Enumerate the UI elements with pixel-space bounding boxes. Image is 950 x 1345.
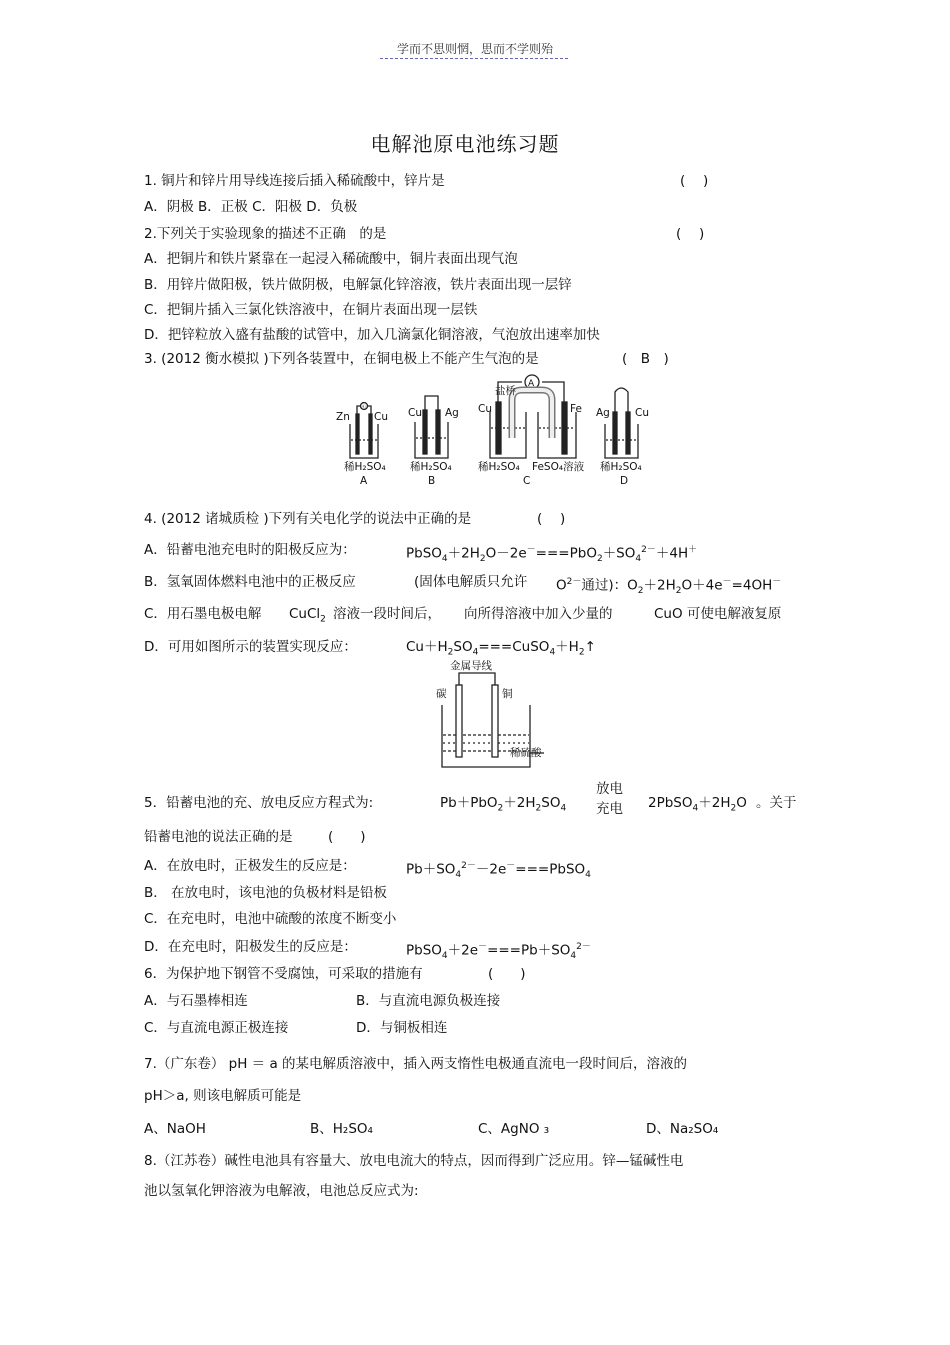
q5-option-d-equation: $PbSO_4+2e^-===Pb+SO_4^{2-}$	[406, 942, 591, 962]
q3-c-bridge: 盐桥	[495, 385, 516, 397]
q3-answer: ( B )	[622, 351, 669, 367]
q4-option-c-end: CuO 可使电解液复原	[654, 606, 782, 622]
q4-option-b-equation: $O^{2-}$通过)：$O_2+2H_2O+4e^-=4OH^-$	[556, 577, 782, 597]
q5-option-a-equation: $Pb+SO_4^{2-}-2e^-===PbSO_4$	[406, 861, 591, 881]
q6-option-a: A．与石墨棒相连	[144, 993, 248, 1009]
q4-apparatus-figure	[432, 655, 557, 773]
q3-c-right: Fe	[570, 403, 582, 415]
q3-c-solution-2: FeSO₄溶液	[532, 461, 585, 473]
q5-option-b: B． 在放电时，该电池的负极材料是铅板	[144, 885, 388, 901]
q3-c-meter: A	[528, 379, 535, 389]
q4-fig-right: 铜	[502, 688, 513, 700]
q8-stem: 8.（江苏卷）碱性电池具有容量大、放电电流大的特点，因而得到广泛应用。锌—锰碱性电	[144, 1153, 684, 1169]
q6-option-d: D．与铜板相连	[356, 1020, 448, 1036]
q4-option-d-equation: $Cu+H_2SO_4===CuSO_4+H_2↑$	[406, 639, 596, 658]
q5-stem: 5．铅蓄电池的充、放电反应方程式为:	[144, 795, 374, 811]
q4-fig-left: 碳	[436, 688, 447, 700]
q8-stem-2: 池以氢氧化钾溶液为电解液，电池总反应式为:	[144, 1183, 419, 1199]
q4-option-a-text: A．铅蓄电池充电时的阳极反应为：	[144, 542, 356, 558]
q7-option-d: D、Na₂SO₄	[646, 1121, 719, 1137]
q2-stem: 2.下列关于实验现象的描述不正确 的是	[144, 226, 387, 242]
q5-discharge-label: 放电	[596, 781, 623, 797]
q3-d-right: Cu	[635, 407, 649, 419]
q3-a-right: Cu	[374, 411, 388, 423]
q7-stem: 7.（广东卷） pH ＝ a 的某电解质溶液中，插入两支惰性电极通直流电一段时间后，溶液的	[144, 1056, 688, 1072]
q4-option-a-equation: $PbSO_4+2H_2O-2e^-===PbO_2+SO_4^{2-}+4H^+$	[406, 545, 698, 565]
q7-option-c: C、AgNO ₃	[478, 1121, 550, 1137]
q3-d-solution: 稀H₂SO₄	[600, 461, 642, 473]
q3-c-left: Cu	[478, 403, 492, 415]
q4-fig-solution: 稀硫酸	[510, 747, 542, 759]
q2-option-d: D．把锌粒放入盛有盐酸的试管中，加入几滴氯化铜溶液，气泡放出速率加快	[144, 327, 600, 343]
q3-c-tag: C	[523, 475, 531, 487]
q4-option-c-mid: 溶液一段时间后，	[333, 606, 441, 622]
q3-a-left: Zn	[336, 411, 350, 423]
q2-option-a: A．把铜片和铁片紧靠在一起浸入稀硫酸中，铜片表面出现气泡	[144, 251, 518, 267]
q6-stem: 6．为保护地下钢管不受腐蚀，可采取的措施有	[144, 966, 423, 982]
q3-stem: 3. (2012 衡水模拟 )下列各装置中，在铜电极上不能产生气泡的是	[144, 351, 539, 367]
q2-option-c: C．把铜片插入三氯化铁溶液中，在铜片表面出现一层铁	[144, 302, 478, 318]
q4-option-c-formula: CuCl$_2$	[289, 606, 326, 625]
q6-option-b: B．与直流电源负极连接	[356, 993, 501, 1009]
q5-option-c: C．在充电时，电池中硫酸的浓度不断变小	[144, 911, 397, 927]
q2-option-b: B．用锌片做阳极，铁片做阴极，电解氯化锌溶液，铁片表面出现一层锌	[144, 277, 572, 293]
q3-b-right: Ag	[445, 407, 459, 419]
q5-option-a-text: A．在放电时，正极发生的反应是：	[144, 858, 356, 874]
q3-c-solution-1: 稀H₂SO₄	[478, 461, 520, 473]
q4-option-c-mid2: 向所得溶液中加入少量的	[464, 606, 613, 622]
q1-answer-paren: ( )	[680, 173, 709, 189]
q5-option-d-text: D．在充电时，阳极发生的反应是：	[144, 939, 357, 955]
q6-option-c: C．与直流电源正极连接	[144, 1020, 289, 1036]
q3-b-solution: 稀H₂SO₄	[410, 461, 452, 473]
q3-a-tag: A	[360, 475, 368, 487]
q6-answer-paren: ( )	[488, 966, 526, 982]
q3-a-meter: Ⓐ	[360, 404, 367, 411]
q3-b-left: Cu	[408, 407, 422, 419]
page-header: 学而不思则惘，思而不学则殆	[396, 42, 553, 56]
q3-apparatus-figure	[330, 372, 655, 490]
page-title: 电解池原电池练习题	[370, 132, 560, 156]
q4-option-d-text: D．可用如图所示的装置实现反应：	[144, 639, 357, 655]
q5-left-equation: $Pb+PbO_2+2H_2SO_4$	[440, 795, 567, 814]
q4-stem: 4. (2012 诸城质检 )下列有关电化学的说法中正确的是	[144, 511, 472, 527]
q5-stem-2: 铅蓄电池的说法正确的是	[144, 829, 293, 845]
q3-a-solution: 稀H₂SO₄	[344, 461, 386, 473]
q5-right-equation: $2PbSO_4+2H_2O$	[648, 795, 747, 814]
q3-b-tag: B	[428, 475, 436, 487]
q4-option-b-note: (固体电解质只允许	[414, 574, 528, 590]
q5-charge-label: 充电	[596, 801, 623, 817]
q7-stem-2: pH＞a, 则该电解质可能是	[144, 1088, 302, 1104]
q5-tail: 。关于	[756, 795, 797, 811]
header-divider	[380, 58, 568, 59]
q7-option-a: A、NaOH	[144, 1121, 206, 1137]
q4-option-c-text: C．用石墨电极电解	[144, 606, 262, 622]
q4-fig-wire: 金属导线	[450, 660, 492, 672]
q1-options: A．阴极 B．正极 C．阳极 D．负极	[144, 199, 358, 215]
q4-answer-paren: ( )	[537, 511, 566, 527]
q7-option-b: B、H₂SO₄	[310, 1121, 373, 1137]
q3-d-left: Ag	[596, 407, 610, 419]
q1-stem: 1. 铜片和锌片用导线连接后插入稀硫酸中，锌片是	[144, 173, 445, 189]
q4-option-b-text: B．氢氧固体燃料电池中的正极反应	[144, 574, 356, 590]
q2-answer-paren: ( )	[676, 226, 705, 242]
q5-answer-paren: ( )	[328, 829, 366, 845]
q3-d-tag: D	[620, 475, 629, 487]
